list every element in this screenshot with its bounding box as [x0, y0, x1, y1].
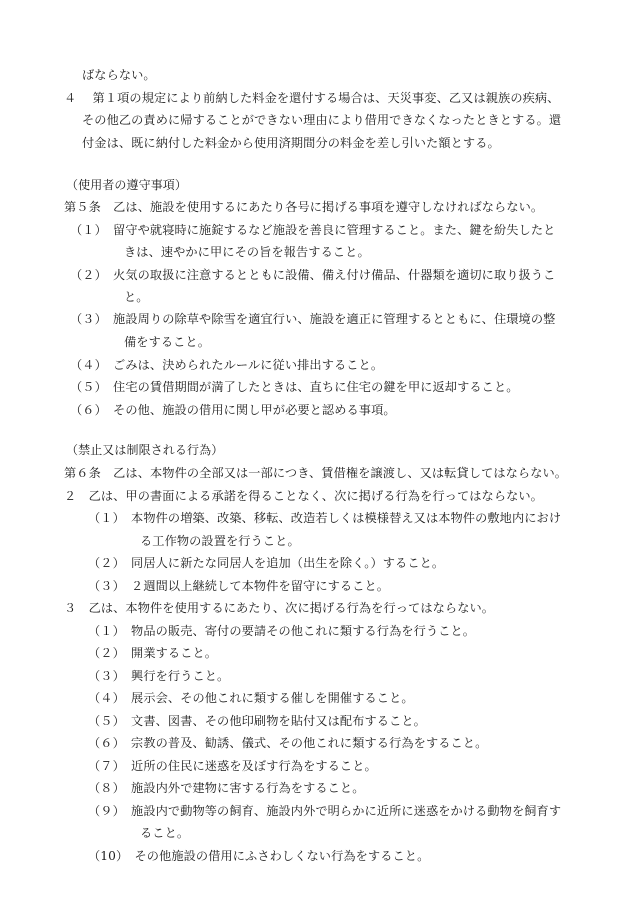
section-heading: （使用者の遵守事項） [66, 178, 188, 192]
list-item: （６） 宗教の普及、勧誘、儀式、その他これに類する行為をすること。 [88, 736, 488, 750]
text-line: 付金は、既に納付した料金から使用済期間分の料金を差し引いた額とする。 [82, 136, 500, 150]
list-item: （１） 留守や就寝時に施錠するなど施設を善良に管理すること。また、鍵を紛失したと [70, 223, 556, 237]
list-item: （１） 物品の販売、寄付の要請その他これに類する行為を行うこと。 [88, 624, 476, 638]
list-item: （２） 同居人に新たな同居人を追加（出生を除く。）すること。 [88, 556, 445, 570]
article-line: 第６条 乙は、本物件の全部又は一部につき、賃借権を譲渡し、又は転貸してはならない。 [64, 466, 568, 480]
text-line: ること。 [140, 826, 190, 840]
list-item: （７） 近所の住民に迷惑を及ぼす行為をすること。 [88, 759, 377, 773]
text-line: ４ 第１項の規定により前納した料金を還付する場合は、天災事変、乙又は親族の疾病、 [64, 91, 560, 105]
list-item: （５） 文書、図書、その他印刷物を貼付又は配布すること。 [88, 714, 426, 728]
section-heading: （禁止又は制限される行為） [66, 443, 224, 457]
list-item: （３） ２週間以上継続して本物件を留守にすること。 [88, 579, 390, 593]
list-item: （４） ごみは、決められたルールに従い排出すること。 [70, 358, 384, 372]
list-item: （２） 開業すること。 [88, 646, 218, 660]
list-item: （10） その他施設の借用にふさわしくない行為をすること。 [88, 849, 430, 863]
text-line: きは、速やかに甲にその旨を報告すること。 [124, 245, 370, 259]
text-line: と。 [124, 290, 149, 304]
list-item: （１） 本物件の増築、改築、移転、改造若しくは模様替え又は本物件の敷地内におけ [88, 511, 562, 525]
text-line: その他乙の責めに帰することができない理由により借用できなくなったときとする。還 [82, 113, 562, 127]
article-line: 第５条 乙は、施設を使用するにあたり各号に掲げる事項を遵守しなければならない。 [64, 200, 544, 214]
list-item: （９） 施設内で動物等の飼育、施設内外で明らかに近所に迷惑をかける動物を飼育す [88, 804, 562, 818]
text-line: 備をすること。 [124, 335, 211, 349]
paragraph-line: ３ 乙は、本物件を使用するにあたり、次に掲げる行為を行ってはならない。 [64, 601, 495, 615]
list-item: （３） 興行を行うこと。 [88, 669, 230, 683]
text-line: ばならない。 [82, 68, 156, 82]
text-line: る工作物の設置を行うこと。 [140, 534, 300, 548]
list-item: （２） 火気の取扱に注意するとともに設備、備え付け備品、什器類を適切に取り扱うこ [70, 268, 556, 282]
list-item: （６） その他、施設の借用に関し甲が必要と認める事項。 [70, 403, 396, 417]
paragraph-line: ２ 乙は、甲の書面による承諾を得ることなく、次に掲げる行為を行ってはならない。 [64, 489, 543, 503]
list-item: （８） 施設内外で建物に害する行為をすること。 [88, 781, 365, 795]
list-item: （４） 展示会、その他これに類する催しを開催すること。 [88, 691, 414, 705]
list-item: （３） 施設周りの除草や除雪を適宜行い、施設を適正に管理するとともに、住環境の整 [70, 312, 556, 326]
list-item: （５） 住宅の賃借期間が満了したときは、直ちに住宅の鍵を甲に返却すること。 [70, 380, 519, 394]
